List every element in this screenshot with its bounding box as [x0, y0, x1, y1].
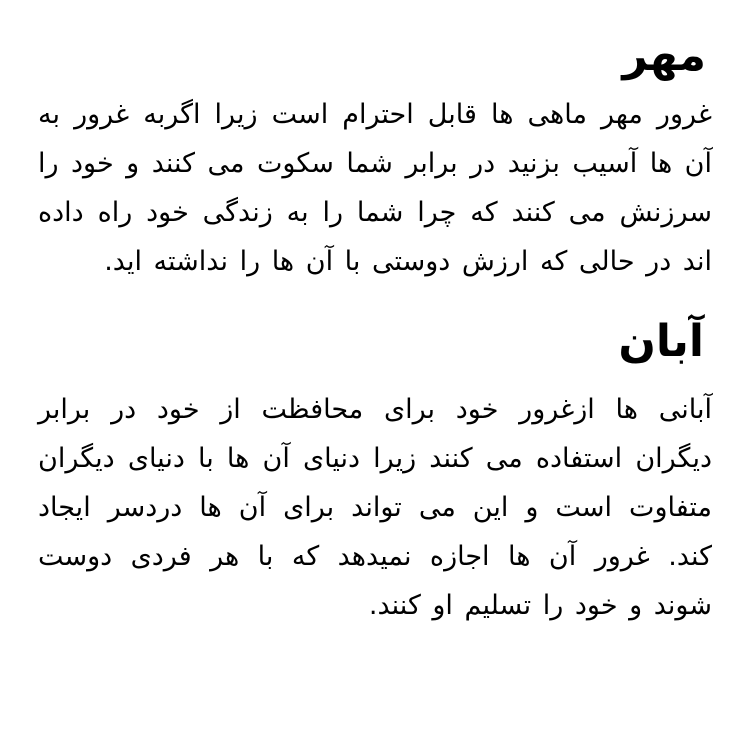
- section-body-mehr: غرور مهر ماهی ها قابل احترام است زیرا اگربه غرور به آن ها آسیب بزنید در برابر شما سکوت می کنند و خود را سرزنش می کنند که چرا شما را به زندگی خود راه داده اند در حالی که ارزش دوستی با آن ها را نداشته اید.: [38, 99, 712, 278]
- section-title-aban: آبان: [618, 316, 704, 368]
- section-title-mehr: مهر: [622, 30, 706, 81]
- section-body-aban: آبانی ها ازغرور خود برای محافظت از خود در برابر دیگران استفاده می کنند زیرا دنیای آن ها با دنیای دیگران متفاوت است و این می تواند برای آن ها دردسر ایجاد کند. غرور آن ها اجازه نمیدهد که با هر فردی دوست شوند و خود را تسلیم او کنند.: [38, 393, 712, 621]
